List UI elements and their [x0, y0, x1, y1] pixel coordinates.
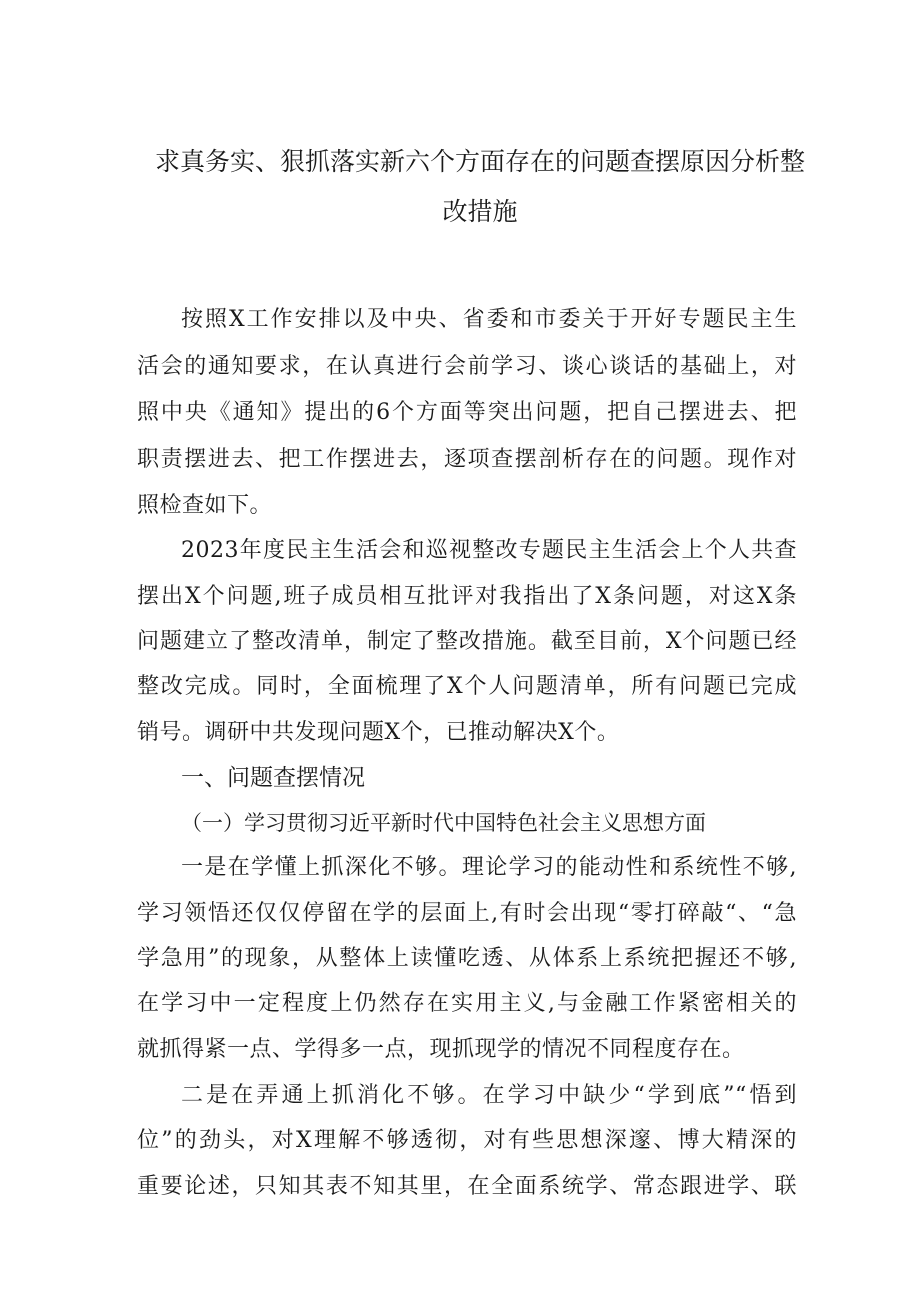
- paragraph-line: 摆出X个问题,班子成员相互批评对我指出了X条问题，对这X条: [137, 584, 797, 609]
- paragraph-line: 重要论述，只知其表不知其里，在全面系统学、常态跟进学、联: [137, 1174, 797, 1199]
- subsection-heading: （一）学习贯彻习近平新时代中国特色社会主义思想方面: [181, 811, 706, 835]
- paragraph-line: 学习领悟还仅仅停留在学的层面上,有时会出现“零打碎敲“、“急: [137, 901, 797, 926]
- paragraph-line: 二是在弄通上抓消化不够。在学习中缺少“学到底”“悟到: [181, 1083, 797, 1108]
- paragraph-line: 职责摆进去、把工作摆进去，逐项查摆剖析存在的问题。现作对: [137, 447, 797, 472]
- paragraph-line: 2023年度民主生活会和巡视整改专题民主生活会上个人共查: [181, 538, 797, 563]
- document-title-line-2: 改措施: [442, 197, 518, 226]
- paragraph-line: 照中央《通知》提出的6个方面等突出问题，把自己摆进去、把: [137, 400, 797, 425]
- paragraph-line: 按照X工作安排以及中央、省委和市委关于开好专题民主生: [181, 307, 797, 332]
- section-heading: 一、问题查摆情况: [181, 765, 365, 791]
- paragraph-line: 就抓得紧一点、学得多一点，现抓现学的情况不同程度存在。: [137, 1037, 745, 1062]
- paragraph-line: 问题建立了整改清单，制定了整改措施。截至目前，X个问题已经: [137, 629, 797, 654]
- paragraph-line: 学急用”的现象，从整体上读懂吃透、从体系上系统把握还不够,: [137, 946, 797, 971]
- paragraph-line: 照检查如下。: [137, 493, 273, 518]
- paragraph-line: 在学习中一定程度上仍然存在实用主义,与金融工作紧密相关的: [137, 991, 797, 1016]
- paragraph-line: 销号。调研中共发现问题X个，已推动解决X个。: [137, 720, 620, 745]
- paragraph-line: 一是在学懂上抓深化不够。理论学习的能动性和系统性不够,: [181, 855, 797, 880]
- document-title-line-1: 求真务实、狠抓落实新六个方面存在的问题查摆原因分析整: [154, 147, 805, 176]
- paragraph-line: 活会的通知要求，在认真进行会前学习、谈心谈话的基础上，对: [137, 354, 797, 379]
- paragraph-line: 整改完成。同时，全面梳理了X个人问题清单，所有问题已完成: [137, 674, 797, 699]
- paragraph-line: 位”的劲头，对X理解不够透彻，对有些思想深邃、博大精深的: [137, 1128, 797, 1153]
